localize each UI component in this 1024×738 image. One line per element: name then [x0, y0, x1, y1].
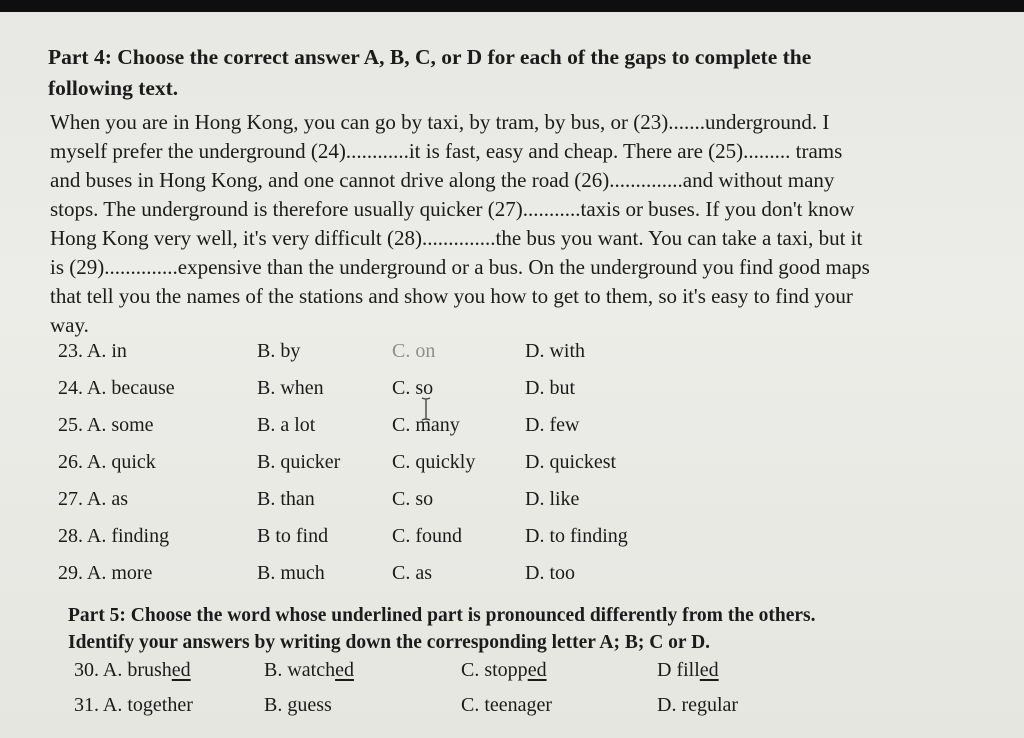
part5-heading	[68, 602, 1008, 656]
question-row-31	[0, 690, 1024, 720]
option-text: D fill	[657, 659, 700, 681]
option-d	[657, 655, 719, 685]
underlined-part: ed	[699, 659, 719, 681]
option-a: 27. A. as	[58, 488, 128, 510]
question-row-25	[0, 410, 1024, 440]
worksheet-page	[0, 12, 1024, 738]
option-d: D. too	[525, 562, 575, 584]
option-b: B. quicker	[257, 451, 341, 473]
part5-heading-line2: Identify your answers by writing down the corresponding letter A; B; C or D.	[68, 632, 711, 653]
option-b: B to find	[257, 525, 329, 547]
question-row-28	[0, 521, 1024, 551]
option-b: B. guess	[264, 694, 332, 716]
part5-heading-line1: Part 5: Choose the word whose underlined part is pronounced differently from the others.	[68, 605, 816, 626]
option-a: 25. A. some	[58, 414, 154, 436]
question-row-29	[0, 558, 1024, 588]
option-d: D. but	[525, 377, 575, 399]
option-d: D. few	[525, 414, 580, 436]
part4-heading-line2: following text.	[48, 76, 179, 100]
option-b: B. by	[257, 340, 301, 362]
option-a: 29. A. more	[58, 562, 153, 584]
underlined-part: ed	[335, 659, 354, 681]
option-c	[461, 655, 547, 685]
option-b: B. much	[257, 562, 325, 584]
option-c: C. as	[392, 562, 432, 584]
option-c: C. so	[392, 377, 434, 399]
option-d: D. regular	[657, 694, 739, 716]
option-text: C. stopp	[461, 659, 528, 681]
option-d: D. quickest	[525, 451, 617, 473]
option-a: 24. A. because	[58, 377, 175, 399]
text-cursor-icon	[419, 396, 433, 422]
question-row-30	[0, 655, 1024, 685]
underlined-part: ed	[171, 659, 191, 681]
option-c: C. quickly	[392, 451, 476, 473]
option-b: B. a lot	[257, 414, 316, 436]
option-c: C. so	[392, 488, 434, 510]
option-a: 31. A. together	[74, 694, 193, 716]
top-black-bar	[0, 0, 1024, 12]
part4-heading	[48, 42, 978, 104]
passage-line: and buses in Hong Kong, and one cannot drive along the road (26)..............and without many	[50, 168, 835, 192]
question-row-27	[0, 484, 1024, 514]
option-a: 28. A. finding	[58, 525, 170, 547]
question-row-24	[0, 373, 1024, 403]
option-b: B. when	[257, 377, 324, 399]
option-a	[74, 655, 191, 685]
option-c: C. many	[392, 414, 460, 436]
option-d: D. with	[525, 340, 585, 362]
option-b	[264, 655, 354, 685]
passage-line: myself prefer the underground (24)............it is fast, easy and cheap. There are (25)......... trams	[50, 139, 843, 163]
option-text: B. watch	[264, 659, 336, 681]
option-b: B. than	[257, 488, 315, 510]
passage-line: is (29)..............expensive than the underground or a bus. On the underground you find good maps	[50, 255, 870, 279]
option-c: C. on	[392, 340, 436, 362]
passage-line: that tell you the names of the stations and show you how to get to them, so it's easy to find your	[50, 284, 853, 308]
passage-line: Hong Kong very well, it's very difficult (28)..............the bus you want. You can take a taxi, but it	[50, 226, 863, 250]
passage-line: way.	[50, 313, 89, 337]
option-d: D. like	[525, 488, 580, 510]
option-text: 30. A. brush	[74, 659, 172, 681]
passage-line: stops. The underground is therefore usually quicker (27)...........taxis or buses. If you don't know	[50, 197, 855, 221]
part4-passage	[50, 108, 1010, 340]
question-row-23	[0, 336, 1024, 366]
underlined-part: ed	[527, 659, 547, 681]
question-row-26	[0, 447, 1024, 477]
option-d: D. to finding	[525, 525, 628, 547]
option-c: C. found	[392, 525, 462, 547]
part4-heading-line1: Part 4: Choose the correct answer A, B, C, or D for each of the gaps to complete the	[48, 45, 812, 69]
passage-line: When you are in Hong Kong, you can go by taxi, by tram, by bus, or (23).......underground. I	[50, 110, 830, 134]
option-c: C. teenager	[461, 694, 553, 716]
option-a: 23. A. in	[58, 340, 127, 362]
option-a: 26. A. quick	[58, 451, 156, 473]
